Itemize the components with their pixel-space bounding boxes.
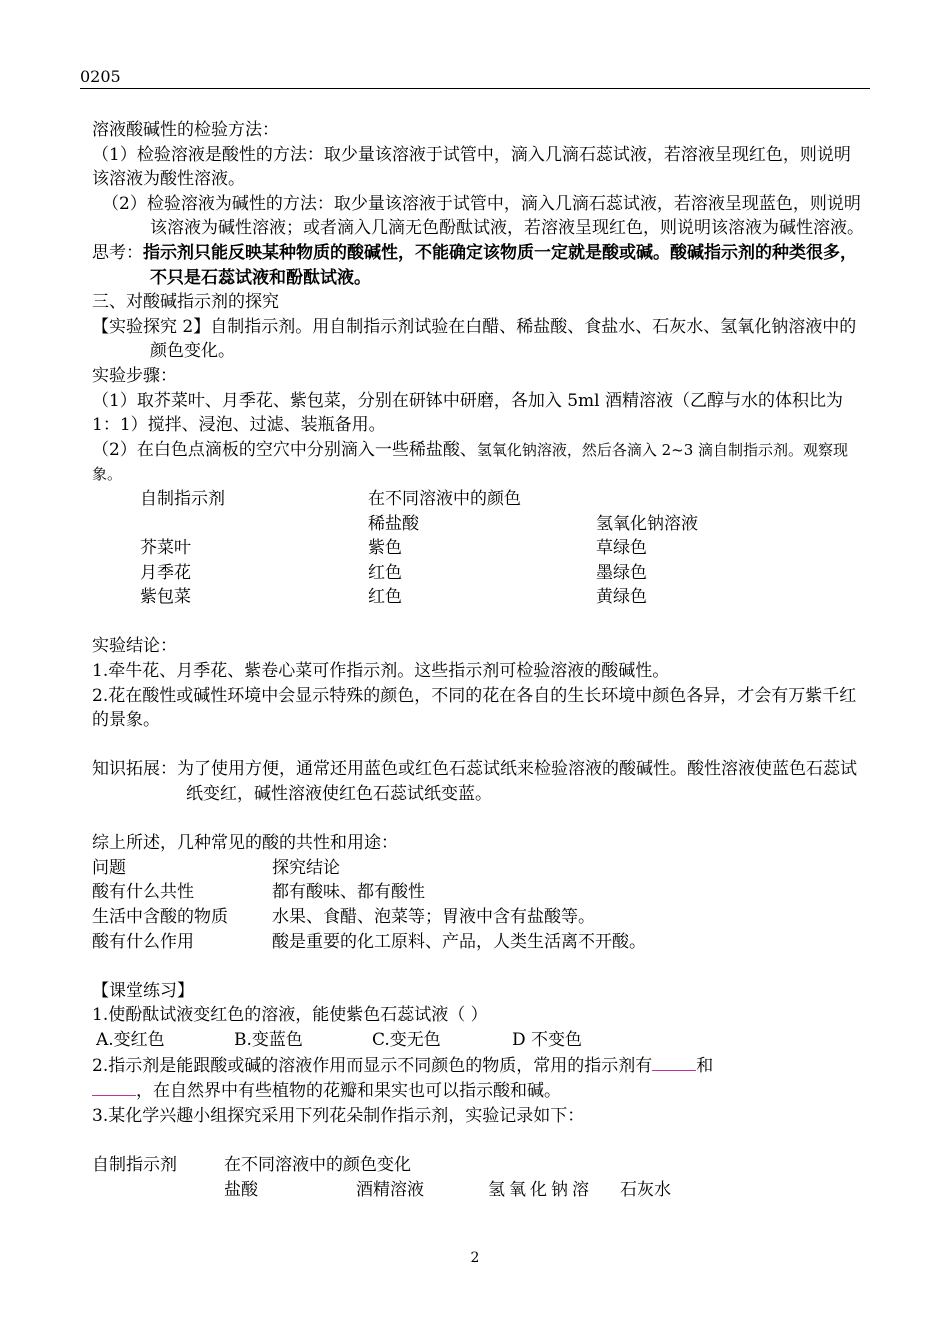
table-cell: 问题 [92,857,126,878]
ext-text: 为了使用方便，通常还用蓝色或红色石蕊试纸来检验溶液的酸碱性。酸性溶液使蓝色石蕊试纸变红，碱性溶液使红色石蕊试纸变蓝。 [177,759,857,805]
question-1-options [92,1028,864,1053]
table2-sub1: 盐酸 [224,1179,258,1200]
table1-sub1: 稀盐酸 [368,513,419,534]
table2-sub4: 石灰水 [620,1179,671,1200]
sec1-title: 溶液酸碱性的检验方法： [92,120,279,140]
table2-header [92,1153,864,1178]
table2-sub2: 酒精溶液 [356,1179,424,1200]
document-body [92,118,864,1202]
table-row [92,905,864,930]
table-row [92,856,864,881]
spacer [92,1128,864,1153]
step-2-b: 氢氧化钠溶液，然后各滴入 2~3 滴自制指示剂。观察现象。 [92,440,849,484]
question-2-b: 和 [696,1055,714,1076]
question-1: 1.使酚酞试液变红色的溶液，能使紫色石蕊试液（ ） [92,1005,488,1026]
table2-sub3: 氢氧化钠溶 [488,1179,593,1200]
conclusion-title: 实验结论： [92,636,177,657]
table1-h2: 在不同溶液中的颜色 [368,488,521,509]
question-2-c: ，在自然界中有些植物的花瓣和果实也可以指示酸和碱。 [136,1081,561,1102]
table2-sub-empty [92,1178,224,1203]
table1-sub2: 氢氧化钠溶液 [596,513,698,534]
table-cell: 红色 [368,587,402,608]
answer-blank-1[interactable] [652,1053,696,1071]
sec1-p2: （2）检验溶液为碱性的方法：取少量该溶液于试管中，滴入几滴石蕊试液，若溶液呈现蓝色，则说明该溶液为碱性溶液；或者滴入几滴无色酚酞试液，若溶液呈现红色，则说明该溶液为碱性溶液。 [102,193,864,239]
option-b: B.变蓝色 [234,1029,303,1050]
page-number: 2 [470,1250,480,1266]
option-c: C.变无色 [372,1029,441,1050]
step-1: （1）取芥菜叶、月季花、紫包菜，分别在研钵中研磨，各加入 5ml 酒精溶液（乙醇与水的体积比为 1：1）搅拌、浸泡、过滤、装瓶备用。 [92,390,843,436]
ext-label: 知识拓展： [92,759,177,780]
sec3-title: 三、对酸碱指示剂的探究 [92,292,279,313]
experiment-2: 【实验探究 2】自制指示剂。用自制指示剂试验在白醋、稀盐酸、食盐水、石灰水、氢氧化钠溶液中的颜色变化。 [92,316,857,362]
table2-subheader [92,1178,864,1203]
summary-title: 综上所述，几种常见的酸的共性和用途： [92,833,398,854]
table-cell: 紫包菜 [140,587,191,608]
steps-title: 实验步骤： [92,365,177,386]
table1-sub-empty [92,512,368,537]
table-cell: 都有酸味、都有酸性 [272,882,425,903]
spacer [92,733,864,758]
step-2-a: （2）在白色点滴板的空穴中分别滴入一些稀盐酸、 [92,439,477,460]
table1-h1: 自制指示剂 [140,488,225,509]
table2-h2: 在不同溶液中的颜色变化 [224,1154,411,1175]
table-row [92,536,864,561]
conclusion-1: 1.牵牛花、月季花、紫卷心菜可作指示剂。这些指示剂可检验溶液的酸碱性。 [92,661,670,682]
table-cell: 紫色 [368,538,402,559]
table-cell: 墨绿色 [596,562,647,583]
table-cell: 探究结论 [272,857,340,878]
table-cell: 月季花 [140,562,191,583]
header-code: 0205 [80,67,121,86]
table-cell: 酸是重要的化工原料、产品，人类生活离不开酸。 [272,931,646,952]
table1-subheader [92,512,864,537]
spacer [92,807,864,832]
table-cell: 生活中含酸的物质 [92,907,228,927]
table-cell: 酸有什么共性 [92,882,194,903]
question-2 [92,1053,864,1104]
practice-title: 【课堂练习】 [92,980,194,1001]
think-label: 思考： [92,242,143,263]
table-cell: 芥菜叶 [140,538,191,559]
knowledge-extension [92,757,864,806]
step-2 [92,438,864,487]
answer-blank-2[interactable] [92,1078,136,1096]
spacer [92,610,864,635]
table-cell: 黄绿色 [596,587,647,608]
table-row [92,880,864,905]
conclusion-2: 2.花在酸性或碱性环境中会显示特殊的颜色，不同的花在各自的生长环境中颜色各异，才会有万紫千红的景象。 [92,685,857,731]
think-paragraph [92,241,864,290]
spacer [92,954,864,979]
think-text: 指示剂只能反映某种物质的酸碱性，不能确定该物质一定就是酸或碱。酸碱指示剂的种类很多，不只是石蕊试液和酚酞试液。 [143,242,857,288]
table-row [92,930,864,955]
table-cell: 草绿色 [596,538,647,559]
question-3: 3.某化学兴趣小组探究采用下列花朵制作指示剂，实验记录如下： [92,1105,585,1126]
question-2-a: 2.指示剂是能跟酸或碱的溶液作用而显示不同颜色的物质，常用的指示剂有 [92,1055,653,1076]
sec1-p1: （1）检验溶液是酸性的方法：取少量该溶液于试管中，滴入几滴石蕊试液，若溶液呈现红色，则说明该溶液为酸性溶液。 [92,144,851,190]
table-cell: 酸有什么作用 [92,931,194,952]
table-cell: 水果、食醋、泡菜等；胃液中含有盐酸等。 [272,907,595,927]
table-row [92,585,864,610]
table-cell: 红色 [368,562,402,583]
header-rule [80,88,870,89]
table1-header [92,487,864,512]
option-d: D 不变色 [512,1029,583,1050]
option-a: A.变红色 [96,1029,165,1050]
table-row [92,561,864,586]
table2-h1: 自制指示剂 [92,1154,177,1175]
